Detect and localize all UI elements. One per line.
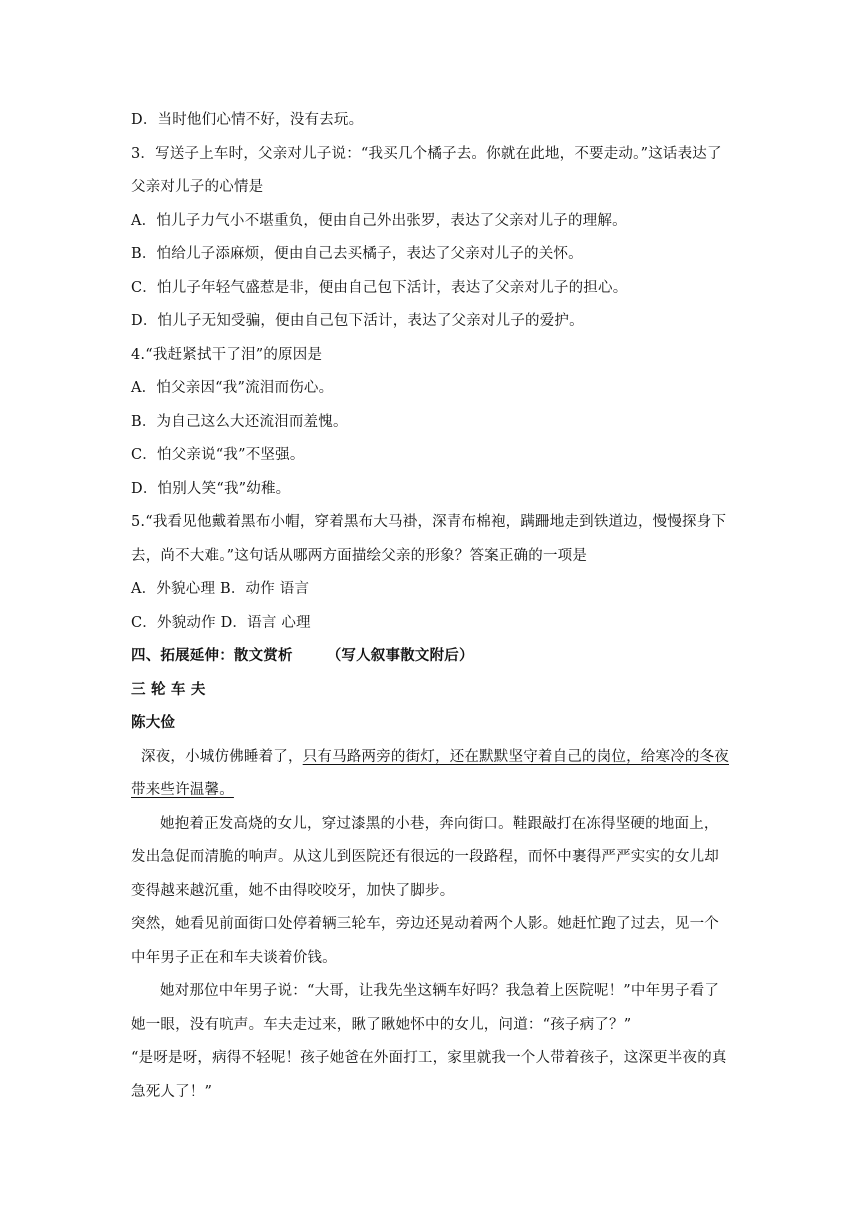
essay-paragraph-2: 她抱着正发高烧的女儿，穿过漆黑的小巷，奔向街口。鞋跟敲打在冻得坚硬的地面上，发出急促而清脆的响声。从这儿到医院还有很远的一段路程，而怀中裹得严严实实的女儿却变得越来越沉重，她不由得咬咬牙，加快了脚步。: [131, 815, 719, 899]
q4-option-b: B．为自己这么大还流泪而羞愧。: [131, 413, 348, 430]
essay-p1-lead: 深夜，小城仿佛睡着了，: [141, 748, 303, 765]
essay-paragraph-5: “是呀是呀，病得不轻呢！孩子她爸在外面打工，家里就我一个人带着孩子，这深更半夜的真急死人了！”: [131, 1050, 727, 1100]
q2-option-d: D．当时他们心情不好，没有去玩。: [131, 112, 364, 128]
section-heading-text: 四、拓展延伸：散文赏析: [131, 648, 293, 664]
q3-option-d: D．怕儿子无知受骗，便由自己包下活计，表达了父亲对儿子的爱护。: [131, 313, 584, 329]
essay-paragraph-1: [131, 741, 731, 808]
q4-stem: 4.“我赶紧拭干了泪”的原因是: [131, 346, 323, 363]
essay-title: 三 轮 车 夫: [131, 681, 206, 698]
q5-stem: 5.“我看见他戴着黑布小帽，穿着黑布大马褂，深青布棉袍，蹒跚地走到铁道边，慢慢探身下去，尚不大难。”这句话从哪两方面描绘父亲的形象？答案正确的一项是: [131, 514, 727, 564]
q4-option-d: D．怕别人笑“我”幼稚。: [131, 480, 291, 497]
q5-options-ab: A．外貌心理 B．动作 语言: [131, 581, 310, 597]
q3-option-c: C．怕儿子年轻气盛惹是非，便由自己包下活计，表达了父亲对儿子的担心。: [131, 279, 628, 296]
essay-p1-underlined: 只有马路两旁的街灯，还在默默坚守着自己的岗位，给寒冷的冬夜带来些许温馨。: [131, 748, 730, 798]
essay-paragraph-4: 她对那位中年男子说：“大哥，让我先坐这辆车好吗？我急着上医院呢！”中年男子看了她一眼，没有吭声。车夫走过来，瞅了瞅她怀中的女儿，问道：“孩子病了？”: [131, 983, 720, 1033]
q5-options-cd: C．外貌动作 D．语言 心理: [131, 614, 311, 631]
document-body: [131, 104, 731, 1109]
q3-option-a: A．怕儿子力气小不堪重负，便由自己外出张罗，表达了父亲对儿子的理解。: [131, 212, 627, 229]
q4-option-c: C．怕父亲说“我”不坚强。: [131, 447, 305, 463]
section-heading-note: （写人叙事散文附后）: [326, 648, 474, 664]
essay-paragraph-3: 突然，她看见前面街口处停着辆三轮车，旁边还晃动着两个人影。她赶忙跑了过去，见一个中年男子正在和车夫谈着价钱。: [131, 916, 719, 966]
q4-option-a: A．怕父亲因“我”流泪而伤心。: [131, 380, 334, 396]
essay-author: 陈大俭: [131, 715, 176, 731]
q3-option-b: B．怕给儿子添麻烦，便由自己去买橘子，表达了父亲对儿子的关怀。: [131, 246, 583, 262]
q3-stem: 3．写送子上车时，父亲对儿子说：“我买几个橘子去。你就在此地，不要走动。”这话表达了父亲对儿子的心情是: [131, 145, 722, 195]
section-heading: [131, 640, 731, 674]
